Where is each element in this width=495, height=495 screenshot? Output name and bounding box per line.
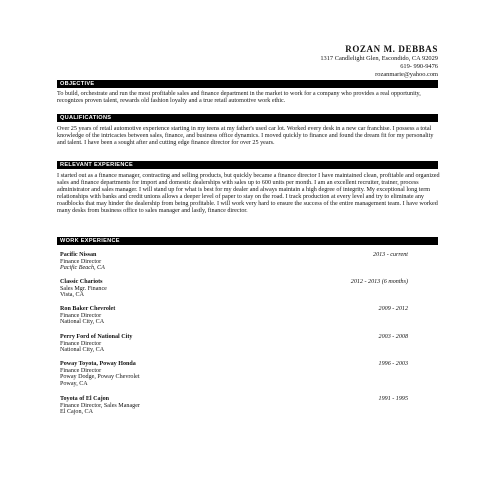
job-company: Poway Toyota, Poway Honda: [60, 361, 136, 367]
section-work-heading: WORK EXPERIENCE: [57, 237, 438, 245]
job-entry: [60, 306, 438, 326]
job-dates: 1991 - 1995: [378, 396, 408, 402]
job-company: Classic Chariots: [60, 279, 103, 285]
section-relevant-heading: RELEVANT EXPERIENCE: [57, 161, 438, 169]
job-entry: [60, 396, 438, 416]
email: rozanmarie@yahoo.com: [375, 71, 438, 78]
job-location: Vista, CA: [60, 292, 85, 299]
job-dates: 2003 - 2008: [378, 334, 408, 340]
job-company: Toyota of El Cajon: [60, 396, 110, 402]
job-entry: [60, 279, 438, 299]
job-title: Sales Mgr. Finance: [60, 285, 107, 292]
phone: 619- 990-9476: [400, 63, 438, 70]
job-location: Pacific Beach, CA: [60, 265, 105, 272]
qualifications-text: Over 25 years of retail automotive experience starting in my teens at my father's used car lot. Worked every desk in a new car franchise. I possess a total knowledge of the intricacies between sales, finance, and business office dynamics. I moved quickly to finance and found the dream fit for my personality and talent. I have been a sought after and cutting edge finance director for over 25 years.: [57, 126, 434, 147]
job-location: National City, CA: [60, 319, 105, 326]
job-title: Finance Director: [60, 258, 102, 265]
job-title: Poway Dodge, Poway Chevrolet: [60, 374, 140, 381]
job-location: El Cajon, CA: [60, 409, 94, 416]
job-dates: 1996 - 2003: [378, 361, 408, 367]
relevant-text: I started out as a finance manager, contracting and selling products, but quickly became a finance director I have maintained clean, profitable and organized sales and finance departments for import and domestic dealerships with sales up to 600 units per month. I am an excellent recruiter, trainer, process administrator and sales manager. I will stand up for what is best for my dealer and always maintain a high degree of integrity. My exceptional long term relationships with banks and credit unions allows a deeper level of paper to stay on the road. I track production at every level and try to eliminate any roadblocks that may hinder the dealership from being profitable. I will work very hard to ensure the success of the entire management team. I have worked many desks from business office to sales manager and lastly, finance director.: [57, 173, 440, 215]
job-dates: 2013 - current: [373, 252, 408, 258]
address: 1317 Candlelight Glen, Escondido, CA 92029: [320, 55, 438, 62]
job-dates: 2009 - 2012: [378, 306, 408, 312]
section-qualifications-heading: QUALIFICATIONS: [57, 114, 438, 122]
job-company: Pacific Nissan: [60, 252, 97, 258]
job-entry: [60, 252, 438, 272]
job-location: National City, CA: [60, 347, 105, 354]
job-title: Finance Director: [60, 340, 102, 347]
job-title: Finance Director: [60, 312, 102, 319]
candidate-name: ROZAN M. DEBBAS: [345, 44, 438, 54]
job-title: Finance Director, Sales Manager: [60, 402, 140, 409]
job-title: Finance Director: [60, 367, 102, 374]
job-entry: [60, 334, 438, 354]
objective-text: To build, orchestrate and run the most profitable sales and finance department in the market to work for a company who provides a real opportunity, recognizes proven talent, rewards old fashion loyalty and a true retail automotive work ethic.: [57, 91, 421, 105]
job-company: Ron Baker Chevrolet: [60, 306, 116, 312]
job-dates: 2012 - 2013 (6 months): [350, 279, 408, 285]
job-location: Poway, CA: [60, 381, 88, 388]
job-entry: [60, 361, 438, 388]
section-objective-heading: OBJECTIVE: [57, 80, 438, 88]
job-company: Perry Ford of National City: [60, 334, 133, 340]
resume-header: [320, 44, 438, 79]
